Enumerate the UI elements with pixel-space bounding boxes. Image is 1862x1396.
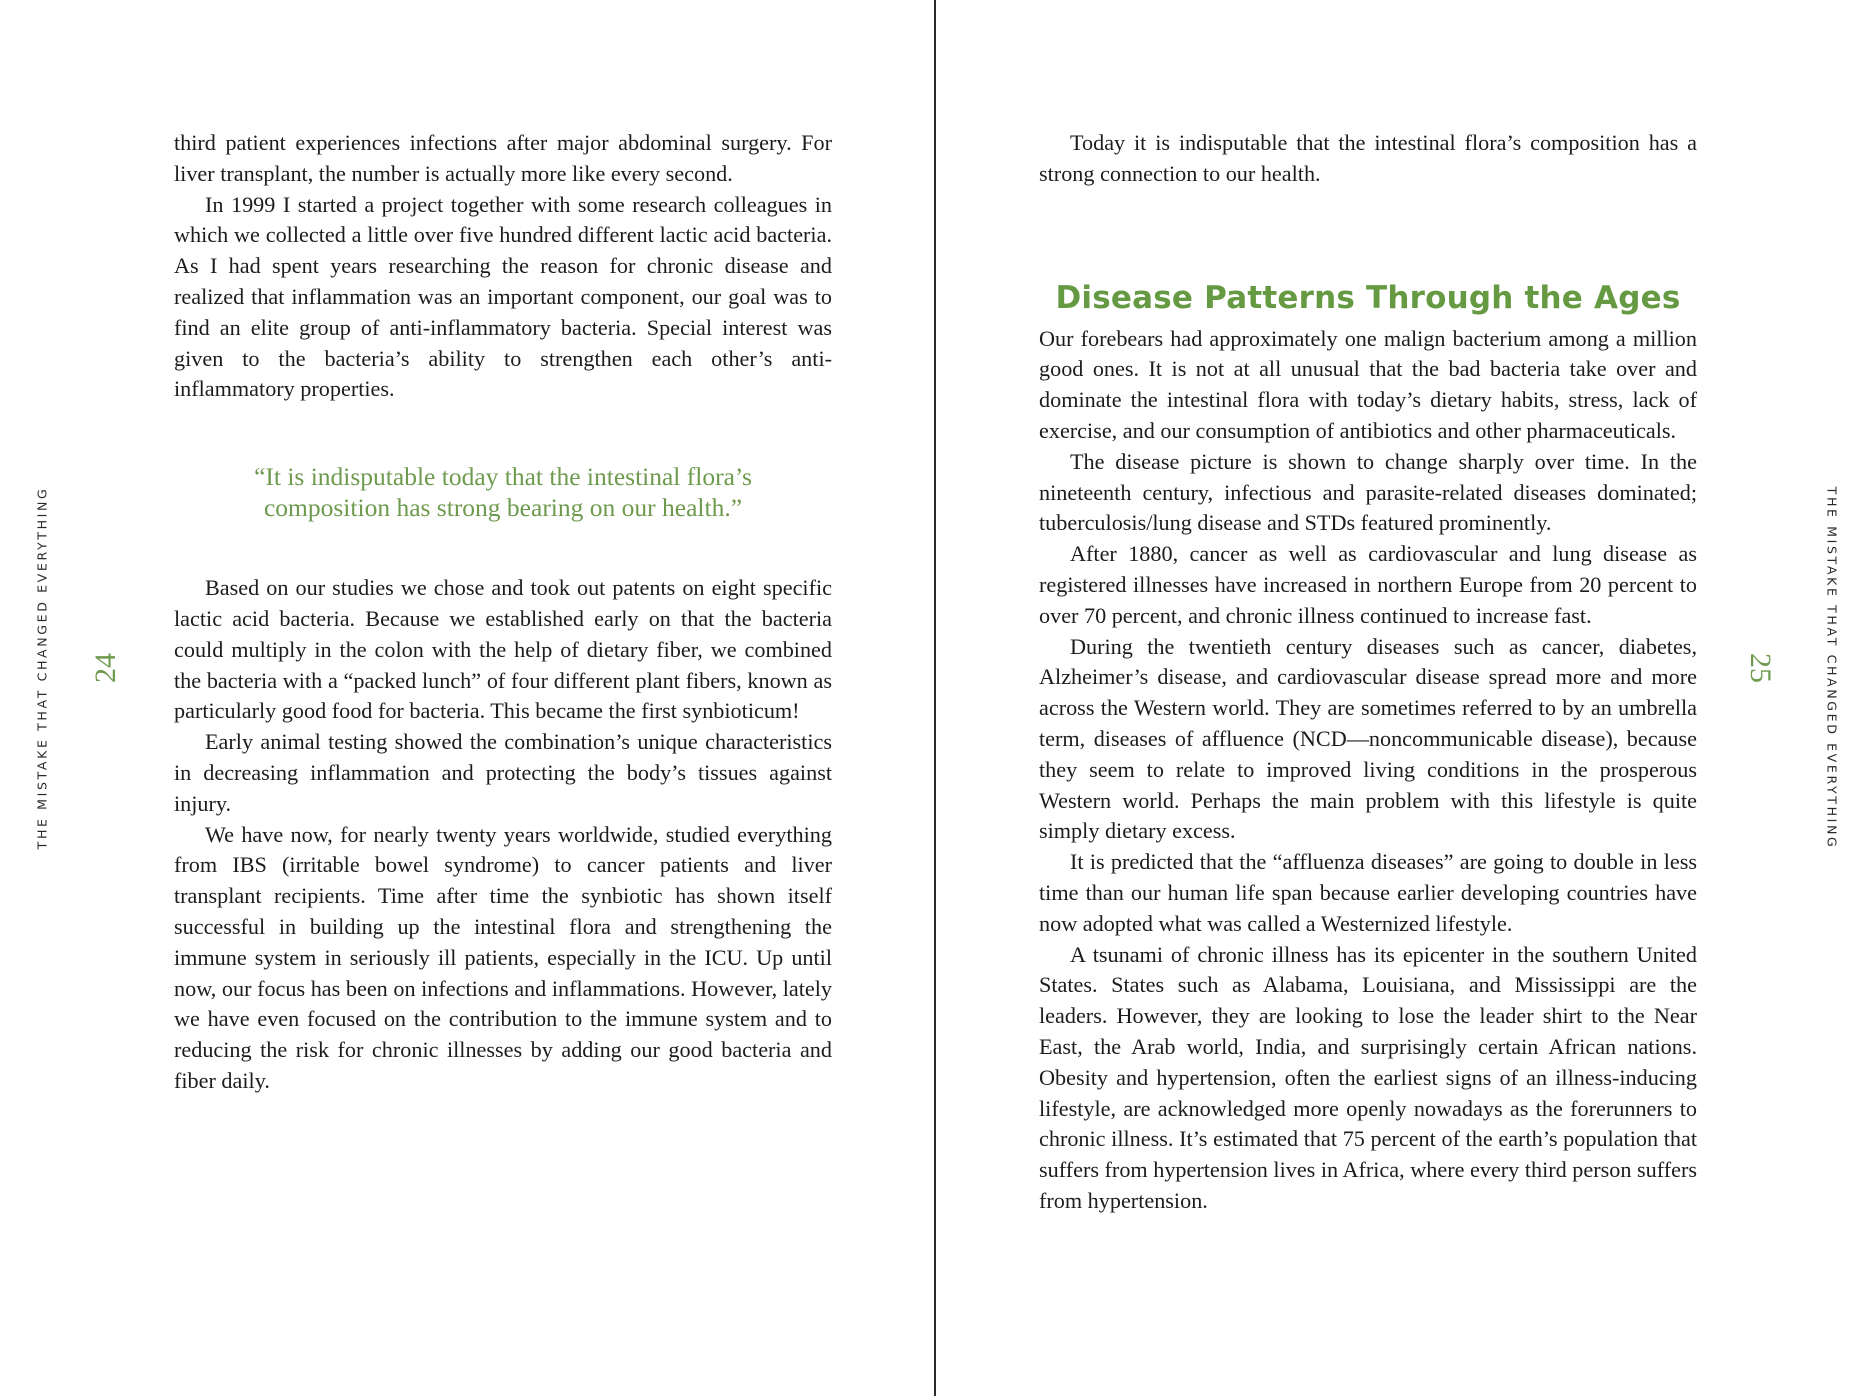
paragraph: In 1999 I started a project together with some research colleagues in which we collected a little over five hundred different lactic acid bacteria. As I had spent years researching the reason for chronic disease and realized that inflammation was an important component, our goal was to find an elite group of anti-inflammatory bacteria. Special interest was given to the bacteria’s ability to strengthen each other’s anti-inflammatory properties.	[174, 191, 832, 402]
body-text-column	[174, 128, 832, 1097]
right-page	[937, 0, 1862, 1396]
paragraph: Our forebears had approximately one malign bacterium among a million good ones. It is not at all unusual that the bad bacteria take over and dominate the intestinal flora with today’s dietary habits, stress, lack of exercise, and our consumption of antibiotics and other pharmaceuticals.	[1039, 325, 1697, 443]
section-heading: Disease Patterns Through the Ages	[1055, 279, 1681, 316]
paragraph: third patient experiences infections after major abdominal surgery. For liver transplant, the number is actually more like every second.	[174, 130, 832, 186]
body-text-column	[1039, 128, 1697, 1217]
paragraph: Early animal testing showed the combination’s unique characteristics in decreasing inflammation and protecting the body’s tissues against injury.	[174, 729, 832, 816]
paragraph: We have now, for nearly twenty years worldwide, studied everything from IBS (irritable bowel syndrome) to cancer patients and liver transplant recipients. Time after time the synbiotic has shown itself successful in building up the intestinal flora and strengthening the immune system in seriously ill patients, especially in the ICU. Up until now, our focus has been on infections and inflammations. However, lately we have even focused on the contribution to the immune system and to reducing the risk for chronic illnesses by adding our good bacteria and fiber daily.	[174, 821, 832, 1093]
paragraph: A tsunami of chronic illness has its epicenter in the southern United States. States such as Alabama, Louisiana, and Mississippi are the leaders. However, they are looking to lose the leader shirt to the Near East, the Arab world, India, and surprisingly certain African nations. Obesity and hypertension, often the earliest signs of an illness-inducing lifestyle, are acknowledged more openly nowadays as the forerunners to chronic illness. It’s estimated that 75 percent of the earth’s population that suffers from hypertension lives in Africa, where every third person suffers from hypertension.	[1039, 941, 1697, 1213]
page-gutter-divider	[934, 0, 936, 1396]
page-number: 24	[89, 653, 122, 683]
paragraph: After 1880, cancer as well as cardiovascular and lung disease as registered illnesses have increased in northern Europe from 20 percent to over 70 percent, and chronic illness continued to increase fast.	[1039, 541, 1697, 628]
paragraph: It is predicted that the “affluenza diseases” are going to double in less time than our human life span because earlier developing countries have now adopted what was called a Westernized lifestyle.	[1039, 849, 1697, 936]
paragraph: Today it is indisputable that the intestinal flora’s composition has a strong connection to our health.	[1039, 130, 1697, 186]
paragraph: The disease picture is shown to change sharply over time. In the nineteenth century, infectious and parasite-related diseases dominated; tuberculosis/lung disease and STDs featured prominently.	[1039, 448, 1697, 536]
paragraph: During the twentieth century diseases such as cancer, diabetes, Alzheimer’s disease, and cardiovascular disease spread more and more across the Western world. They are sometimes referred to by an umbrella term, diseases of affluence (NCD—noncommunicable disease), because they seem to relate to improved living conditions in the prosperous Western world. Perhaps the main problem with this lifestyle is quite simply dietary excess.	[1039, 633, 1697, 844]
running-head: THE MISTAKE THAT CHANGED EVERYTHING	[1824, 486, 1840, 850]
paragraph: Based on our studies we chose and took out patents on eight specific lactic acid bacteria. Because we established early on that the bacteria could multiply in the colon with the help of dietary fiber, we combined the bacteria with a “packed lunch” of four different plant fibers, known as particularly good food for bacteria. This became the first synbioticum!	[174, 575, 832, 724]
pull-quote: “It is indisputable today that the intestinal flora’s composition has strong bearing on our health.”	[254, 462, 752, 523]
running-head: THE MISTAKE THAT CHANGED EVERYTHING	[34, 486, 50, 850]
page-number: 25	[1744, 653, 1777, 683]
